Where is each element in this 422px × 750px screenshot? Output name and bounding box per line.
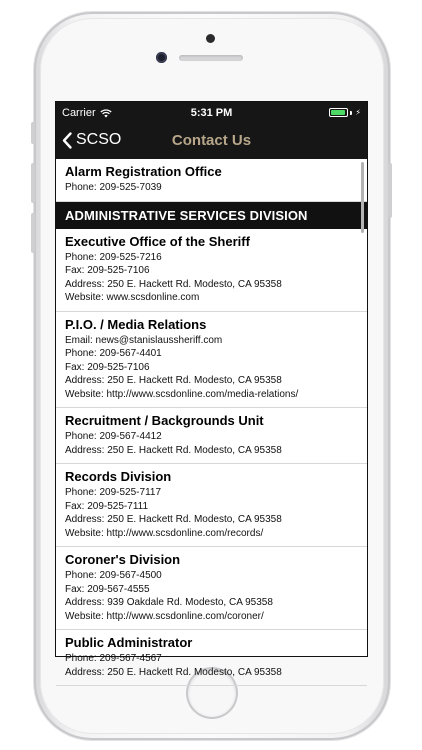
contact-entry[interactable]	[56, 464, 367, 547]
contact-detail-line: Address: 939 Oakdale Rd. Modesto, CA 95358	[65, 597, 273, 608]
contact-entry[interactable]	[56, 547, 367, 630]
contact-detail-line: Phone: 209-525-7039	[65, 182, 162, 193]
battery-level-fill	[331, 110, 345, 115]
contact-detail-line: Website: http://www.scsdonline.com/media-relations/	[65, 388, 299, 400]
contact-detail-line: Fax: 209-567-4555	[65, 583, 150, 595]
page-title: Contact Us	[171, 132, 252, 149]
contact-title: Executive Office of the Sheriff	[65, 233, 250, 249]
front-camera	[156, 52, 167, 63]
contact-detail-line: Website: www.scsdonline.com	[65, 292, 200, 303]
side-button-mute	[31, 122, 35, 144]
contact-entry[interactable]	[56, 229, 367, 312]
app-header	[56, 102, 367, 159]
contact-detail-line: Address: 250 E. Hackett Rd. Modesto, CA 95358	[65, 444, 282, 456]
contact-detail-line: Email: news@stanislaussheriff.com	[65, 334, 223, 346]
status-time: 5:31 PM	[190, 107, 233, 119]
contact-detail-line: Address: 250 E. Hackett Rd. Modesto, CA 95358	[65, 514, 282, 525]
contact-entry[interactable]	[56, 312, 367, 409]
contact-detail-line: Phone: 209-567-4412	[65, 431, 162, 442]
contact-detail-line: Phone: 209-567-4567	[65, 653, 162, 664]
contact-detail-line: Website: http://www.scsdonline.com/coroner/	[65, 610, 264, 622]
contact-detail-line: Address: 250 E. Hackett Rd. Modesto, CA 95358	[65, 666, 282, 678]
battery-indicator	[329, 108, 361, 117]
contact-detail-line: Address: 250 E. Hackett Rd. Modesto, CA 95358	[65, 375, 282, 386]
contact-title: P.I.O. / Media Relations	[65, 316, 207, 332]
proximity-sensor	[206, 34, 215, 43]
navigation-bar	[56, 124, 367, 159]
side-button-volume-down	[31, 213, 35, 253]
contact-detail-line: Fax: 209-525-7106	[65, 361, 150, 373]
contact-detail-line: Phone: 209-567-4500	[65, 570, 162, 581]
contact-detail-line: Phone: 209-567-4401	[65, 348, 162, 359]
contact-title: Coroner's Division	[65, 552, 181, 567]
contact-detail-line: Fax: 209-525-7111	[65, 500, 149, 512]
contact-title: Recruitment / Backgrounds Unit	[65, 413, 264, 428]
charging-bolt-icon: ⚡	[355, 108, 361, 117]
earpiece-speaker	[179, 55, 243, 61]
contact-list[interactable]	[56, 159, 367, 678]
battery-tip	[350, 111, 352, 115]
side-button-volume-up	[31, 163, 35, 203]
contact-detail-line: Website: http://www.scsdonline.com/records/	[65, 527, 264, 539]
contact-entry-alarm-registration[interactable]	[56, 159, 367, 202]
app-screen	[55, 101, 368, 678]
contact-entry[interactable]	[56, 408, 367, 464]
side-button-power	[388, 163, 392, 218]
section-header: ADMINISTRATIVE SERVICES DIVISION	[56, 202, 367, 229]
contact-detail-line: Phone: 209-525-7216	[65, 251, 162, 263]
scrollbar[interactable]	[361, 162, 364, 233]
carrier-label: Carrier	[62, 107, 96, 119]
status-bar	[56, 102, 367, 124]
contact-title: Public Administrator	[65, 635, 193, 650]
contact-detail-line: Address: 250 E. Hackett Rd. Modesto, CA 95358	[65, 278, 282, 290]
section-entries	[56, 229, 367, 687]
contact-title: Alarm Registration Office	[65, 164, 222, 179]
contact-title: Records Division	[65, 469, 172, 484]
battery-icon	[329, 108, 348, 117]
contact-entry[interactable]	[56, 630, 367, 686]
contact-detail-line: Fax: 209-525-7106	[65, 265, 150, 276]
back-button-label: SCSO	[76, 131, 122, 148]
contact-detail-line: Phone: 209-525-7117	[65, 487, 162, 498]
